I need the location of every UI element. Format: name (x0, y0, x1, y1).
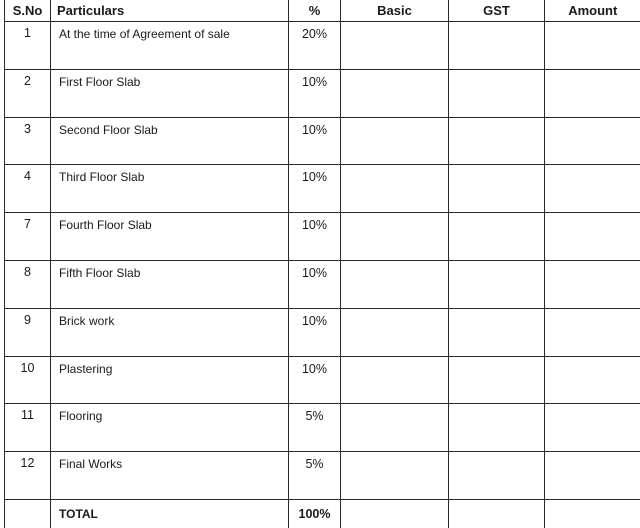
row-gst-cell (449, 356, 545, 404)
row-amount-cell (545, 404, 640, 452)
row-basic-cell (341, 165, 449, 213)
total-basic-cell (341, 499, 449, 528)
header-particulars: Particulars (51, 0, 289, 22)
row-percent: 10% (289, 356, 341, 404)
row-gst-cell (449, 404, 545, 452)
row-basic-cell (341, 356, 449, 404)
header-amount: Amount (545, 0, 640, 22)
payment-schedule-table (4, 0, 640, 528)
row-sno: 4 (5, 165, 51, 213)
header-percent: % (289, 0, 341, 22)
row-basic-cell (341, 22, 449, 70)
row-sno: 1 (5, 22, 51, 70)
row-basic-cell (341, 69, 449, 117)
row-gst-cell (449, 260, 545, 308)
header-basic: Basic (341, 0, 449, 22)
row-sno: 9 (5, 308, 51, 356)
total-sno-cell (5, 499, 51, 528)
row-particulars: Plastering (51, 356, 289, 404)
table-row (5, 22, 640, 70)
row-sno: 12 (5, 452, 51, 500)
row-sno: 10 (5, 356, 51, 404)
row-particulars: First Floor Slab (51, 69, 289, 117)
table-row (5, 308, 640, 356)
row-percent: 20% (289, 22, 341, 70)
row-gst-cell (449, 69, 545, 117)
table-row (5, 165, 640, 213)
total-percent: 100% (289, 499, 341, 528)
row-particulars: Fifth Floor Slab (51, 260, 289, 308)
table-row (5, 356, 640, 404)
row-percent: 10% (289, 165, 341, 213)
row-particulars: Final Works (51, 452, 289, 500)
row-basic-cell (341, 308, 449, 356)
row-percent: 10% (289, 69, 341, 117)
row-particulars: Fourth Floor Slab (51, 213, 289, 261)
row-amount-cell (545, 22, 640, 70)
total-row (5, 499, 640, 528)
row-sno: 11 (5, 404, 51, 452)
table-row (5, 404, 640, 452)
row-particulars: Flooring (51, 404, 289, 452)
row-basic-cell (341, 452, 449, 500)
row-basic-cell (341, 117, 449, 165)
row-basic-cell (341, 213, 449, 261)
row-percent: 10% (289, 308, 341, 356)
row-sno: 3 (5, 117, 51, 165)
table-row (5, 452, 640, 500)
row-particulars: Third Floor Slab (51, 165, 289, 213)
row-amount-cell (545, 308, 640, 356)
row-gst-cell (449, 452, 545, 500)
row-gst-cell (449, 213, 545, 261)
header-sno: S.No (5, 0, 51, 22)
table-row (5, 117, 640, 165)
row-amount-cell (545, 165, 640, 213)
row-percent: 10% (289, 117, 341, 165)
row-percent: 10% (289, 213, 341, 261)
row-amount-cell (545, 213, 640, 261)
total-label: TOTAL (51, 499, 289, 528)
row-amount-cell (545, 356, 640, 404)
row-particulars: Second Floor Slab (51, 117, 289, 165)
row-sno: 7 (5, 213, 51, 261)
table-row (5, 69, 640, 117)
row-gst-cell (449, 117, 545, 165)
row-sno: 2 (5, 69, 51, 117)
table-row (5, 213, 640, 261)
row-particulars: At the time of Agreement of sale (51, 22, 289, 70)
row-percent: 5% (289, 452, 341, 500)
row-basic-cell (341, 260, 449, 308)
row-sno: 8 (5, 260, 51, 308)
row-gst-cell (449, 165, 545, 213)
header-gst: GST (449, 0, 545, 22)
row-basic-cell (341, 404, 449, 452)
row-amount-cell (545, 117, 640, 165)
row-percent: 5% (289, 404, 341, 452)
total-gst-cell (449, 499, 545, 528)
total-amount-cell (545, 499, 640, 528)
row-amount-cell (545, 69, 640, 117)
row-amount-cell (545, 452, 640, 500)
row-gst-cell (449, 22, 545, 70)
row-particulars: Brick work (51, 308, 289, 356)
row-percent: 10% (289, 260, 341, 308)
row-gst-cell (449, 308, 545, 356)
row-amount-cell (545, 260, 640, 308)
table-row (5, 260, 640, 308)
header-row (5, 0, 640, 22)
